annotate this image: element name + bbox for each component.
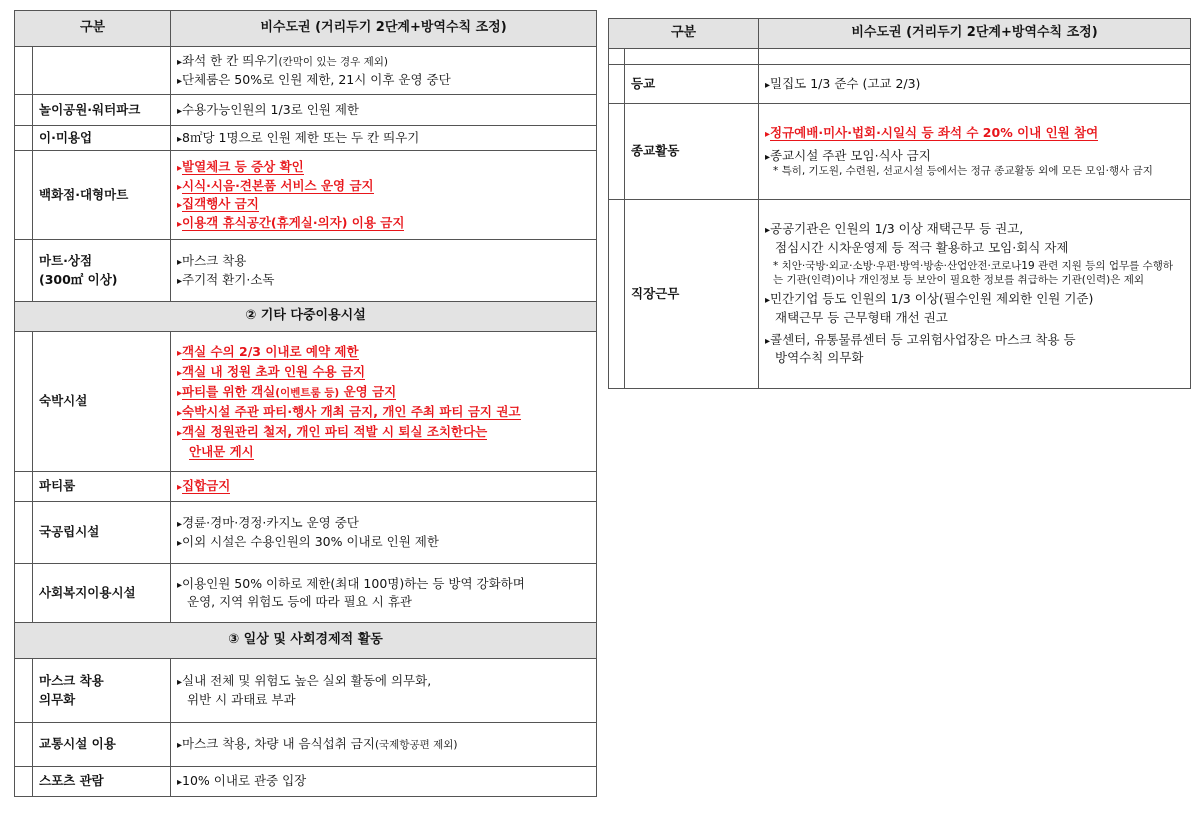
row-bar (15, 502, 33, 564)
list-item: ▸ 민간기업 등도 인원의 1/3 이상(필수인원 제외한 인원 기준) (765, 290, 1186, 309)
list-item: 객실 정원관리 철저, 개인 파티 적발 시 퇴실 조치한다는 (182, 423, 488, 439)
row-bar (609, 200, 625, 389)
row-label: 교통시설 이용 (33, 723, 171, 767)
section-title: ③ 일상 및 사회경제적 활동 (15, 623, 597, 659)
list-item: 객실 내 정원 초과 인원 수용 금지 (182, 363, 366, 379)
right-measures-table (608, 18, 1191, 389)
row-bar (609, 104, 625, 200)
row-label: 백화점·대형마트 (33, 151, 171, 240)
row-label: 종교활동 (625, 104, 759, 200)
footnote: * 치안·국방·외교·소방·우편·방역·방송·산업안전·코로나19 관련 지원 등의 업무를 수행하는 기관(인력)이나 개인정보 등 보안이 필요한 정보를 취급하는 기관(인력)은 제외 (773, 260, 1174, 286)
row-label: 스포츠 관람 (33, 767, 171, 797)
row-bar (15, 240, 33, 302)
list-item: 파티를 위한 객실 (182, 383, 276, 399)
row-bar (15, 47, 33, 95)
list-item: 방역수칙 의무화 (775, 350, 864, 366)
list-item: ▸ 10% 이내로 관중 입장 (177, 772, 592, 791)
list-item: ▸ 단체룸은 50%로 인원 제한, 21시 이후 운영 중단 (177, 71, 592, 90)
list-item: ▸ 실내 전체 및 위험도 높은 실외 활동에 의무화, (177, 672, 592, 691)
list-item-note: (이벤트룸 등) (275, 386, 340, 399)
list-item: 마스크 착용, 차량 내 음식섭취 금지 (182, 736, 375, 752)
list-item: 발열체크 등 증상 확인 (182, 159, 304, 174)
row-bar (15, 659, 33, 723)
list-item: 점심시간 시차운영제 등 적극 활용하고 모임·회식 자제 (775, 239, 1069, 255)
left-measures-table (14, 10, 597, 797)
list-item: ▸ 수용가능인원의 1/3로 인원 제한 (177, 101, 592, 120)
row-label: 직장근무 (625, 200, 759, 389)
header-region: 비수도권 (거리두기 2단계+방역수칙 조정) (759, 19, 1191, 49)
list-item-note: (칸막이 있는 경우 제외) (278, 56, 388, 68)
row-label: 마트·상점 (300㎡ 이상) (33, 240, 171, 302)
list-item: 위반 시 과태료 부과 (187, 691, 296, 707)
list-item: 좌석 한 칸 띄우기 (182, 53, 279, 68)
row-label (33, 47, 171, 95)
list-item: 시식·시음·견본품 서비스 운영 금지 (182, 177, 374, 193)
list-item: 객실 수의 2/3 이내로 예약 제한 (182, 343, 359, 359)
list-item: ▸ 8㎡당 1명으로 인원 제한 또는 두 칸 띄우기 (177, 129, 592, 148)
list-item: 운영, 지역 위험도 등에 따라 필요 시 휴관 (187, 594, 412, 610)
row-bar (15, 472, 33, 502)
list-item: ▸ 주기적 환기·소독 (177, 271, 592, 290)
row-bar (15, 723, 33, 767)
list-item-note: (국제항공편 제외) (374, 739, 458, 752)
row-bar (15, 126, 33, 151)
list-item: ▸ 경륜·경마·경정·카지노 운영 중단 (177, 514, 592, 533)
list-item: 안내문 게시 (189, 443, 254, 459)
row-label: 숙박시설 (33, 332, 171, 472)
list-item: ▸ 이용인원 50% 이하로 제한(최대 100명)하는 등 방역 강화하며 (177, 575, 592, 594)
list-item: 이용객 휴식공간(휴게실·의자) 이용 금지 (182, 214, 405, 230)
list-item: 숙박시설 주관 파티·행사 개최 금지, 개인 주최 파티 금지 권고 (182, 403, 521, 419)
list-item-tail: 운영 금지 (339, 383, 397, 399)
list-item: 재택근무 등 근무형태 개선 권고 (775, 309, 948, 325)
section-title: ② 기타 다중이용시설 (15, 302, 597, 332)
list-item: ▸ 이외 시설은 수용인원의 30% 이내로 인원 제한 (177, 533, 592, 552)
header-region: 비수도권 (거리두기 2단계+방역수칙 조정) (171, 11, 597, 47)
list-item: ▸ 공공기관은 인원의 1/3 이상 재택근무 등 권고, (765, 220, 1186, 239)
row-bar (15, 564, 33, 623)
row-content (171, 47, 597, 95)
list-item: 집합금지 (182, 478, 231, 494)
list-item: ▸ 밀집도 1/3 준수 (고교 2/3) (765, 75, 1186, 94)
row-bar (15, 332, 33, 472)
list-item: ▸ 종교시설 주관 모임·식사 금지 (765, 147, 1186, 166)
footnote: * 특히, 기도원, 수련원, 선교시설 등에서는 정규 종교활동 외에 모든 모임·행사 금지 (773, 165, 1153, 178)
header-category: 구분 (609, 19, 759, 49)
row-bar (15, 95, 33, 126)
row-bar (15, 767, 33, 797)
row-label: 국공립시설 (33, 502, 171, 564)
row-label: 등교 (625, 65, 759, 104)
row-label: 놀이공원·워터파크 (33, 95, 171, 126)
row-bar (15, 151, 33, 240)
row-bar (609, 65, 625, 104)
list-item: ▸ 마스크 착용 (177, 252, 592, 271)
row-label: 마스크 착용 의무화 (33, 659, 171, 723)
list-item: 정규예배·미사·법회·시일식 등 좌석 수 20% 이내 인원 참여 (770, 125, 1099, 141)
row-label: 파티룸 (33, 472, 171, 502)
list-item: ▸ 콜센터, 유통물류센터 등 고위험사업장은 마스크 착용 등 (765, 331, 1186, 350)
row-label: 이·미용업 (33, 126, 171, 151)
list-item: 집객행사 금지 (182, 196, 259, 211)
row-label: 사회복지이용시설 (33, 564, 171, 623)
header-category: 구분 (15, 11, 171, 47)
